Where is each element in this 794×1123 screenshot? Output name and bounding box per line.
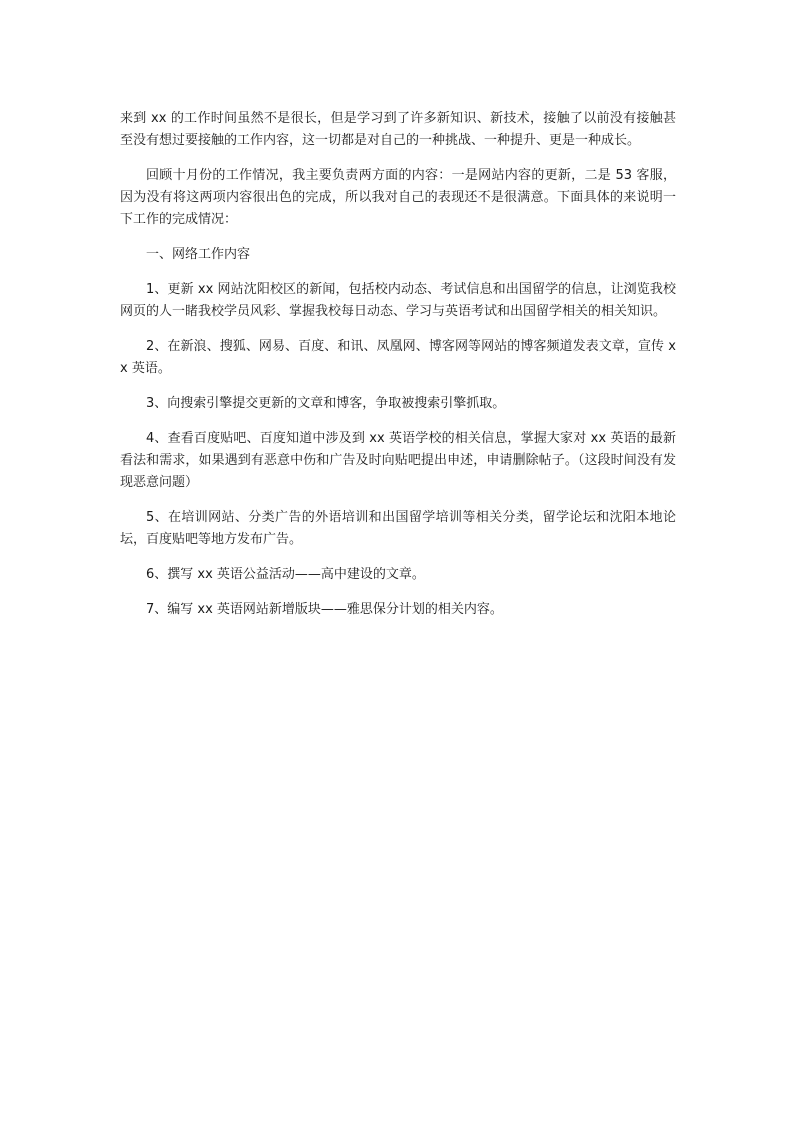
list-item-6: 6、撰写 xx 英语公益活动——高中建设的文章。: [146, 567, 425, 582]
document-body: [120, 108, 676, 634]
list-item-5: 5、在培训网站、分类广告的外语培训和出国留学培训等相关分类，留学论坛和沈阳本地论坛，百度贴吧等地方发布广告。: [120, 510, 676, 547]
list-item-2: 2、在新浪、搜狐、网易、百度、和讯、凤凰网、博客网等网站的博客频道发表文章，宣传 xx 英语。: [120, 339, 676, 376]
list-item-4: 4、查看百度贴吧、百度知道中涉及到 xx 英语学校的相关信息，掌握大家对 xx 英语的最新看法和需求，如果遇到有恶意中伤和广告及时向贴吧提出申述，申请删除帖子。（这段时间没有发现恶意问题）: [120, 431, 676, 490]
section-heading: 一、网络工作内容: [146, 247, 251, 262]
paragraph-review: 回顾十月份的工作情况，我主要负责两方面的内容：一是网站内容的更新，二是 53 客服，因为没有将这两项内容很出色的完成，所以我对自己的表现还不是很满意。下面具体的来说明一下工作的完成情况：: [120, 168, 676, 227]
list-item-7: 7、编写 xx 英语网站新增版块——雅思保分计划的相关内容。: [146, 602, 503, 617]
list-item-3: 3、向搜索引擎提交更新的文章和博客，争取被搜索引擎抓取。: [146, 396, 506, 411]
list-item-1: 1、更新 xx 网站沈阳校区的新闻，包括校内动态、考试信息和出国留学的信息，让浏览我校网页的人一睹我校学员风彩、掌握我校每日动态、学习与英语考试和出国留学相关的相关知识。: [120, 282, 676, 319]
paragraph-intro: 来到 xx 的工作时间虽然不是很长，但是学习到了许多新知识、新技术，接触了以前没有接触甚至没有想过要接触的工作内容，这一切都是对自己的一种挑战、一种提升、更是一种成长。: [120, 111, 676, 148]
